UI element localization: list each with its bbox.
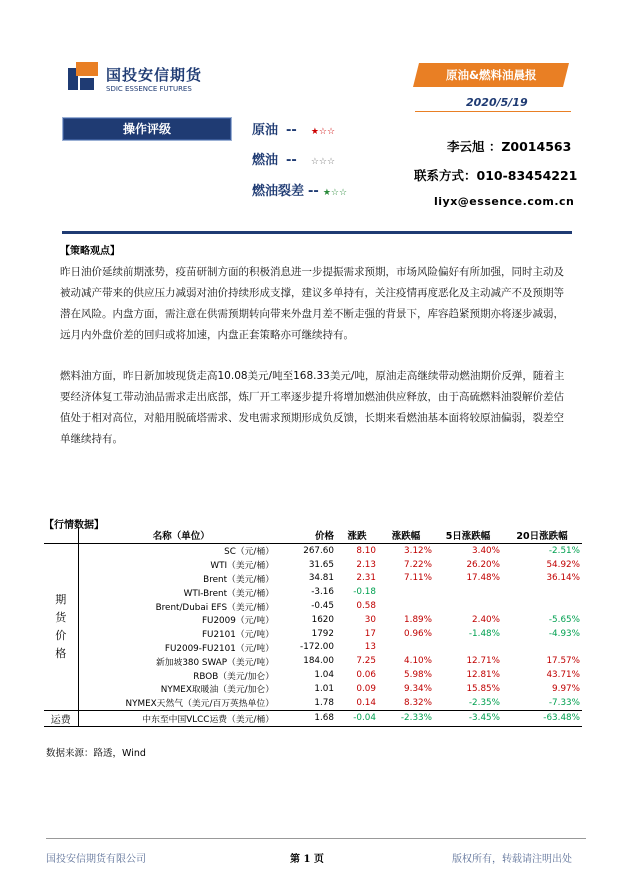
col-pct: 涨跌幅 [378,527,434,544]
cell-5d: 15.85% [466,683,500,694]
cell-20d: 36.14% [546,573,580,584]
cell-change: 0.14 [356,697,376,708]
cell-20d: -5.65% [548,614,580,625]
cell-name: WTI-Brent（美元/桶） [183,588,274,599]
company-name-en: SDIC ESSENCE FUTURES [106,85,192,93]
cell-5d: -2.35% [468,697,500,708]
company-logo-icon [68,62,98,92]
cell-20d [502,599,582,613]
cell-name: Brent/Dubai EFS（美元/桶） [155,602,274,613]
cell-20d: -4.93% [548,628,580,639]
cell-change: -0.04 [336,710,378,726]
cell-pct: 1.89% [404,614,432,625]
company-name-cn: 国投安信期货 [106,66,203,84]
cell-price: 1.04 [314,670,334,681]
cell-name: 中东至中国VLCC运费（美元/桶） [78,710,284,726]
group-label-futures [44,544,78,711]
cell-20d: 43.71% [546,670,580,681]
cell-name: RBOB（美元/加仑） [193,671,274,682]
cell-20d: 9.97% [552,683,580,694]
cell-change: -0.18 [353,587,376,598]
cell-price: 1.68 [284,710,336,726]
cell-name: FU2101（元/吨） [201,630,274,641]
rating-stars-icon: ★☆☆ [322,188,348,198]
table-row [44,654,582,668]
group-label-char: 格 [55,646,67,660]
cell-price: 1792 [311,628,334,639]
cell-name: WTI（美元/桶） [210,561,274,572]
cell-20d [502,585,582,599]
cell-change: 13 [364,642,376,653]
cell-price: 31.65 [308,559,334,570]
cell-pct [378,599,434,613]
table-row [44,641,582,655]
cell-change: 2.13 [356,559,376,570]
table-row [44,613,582,627]
group-label-char: 期 [55,592,67,606]
cell-price: 267.60 [303,545,334,556]
cell-change: 7.25 [356,656,376,667]
col-20d: 20日涨跌幅 [502,527,582,544]
footer-divider [46,838,586,839]
cell-pct [378,641,434,655]
cell-pct: 3.12% [404,545,432,556]
cell-20d: 17.57% [546,656,580,667]
rating-fuel: 燃油 -- ☆☆☆ [252,153,336,168]
table-row [44,696,582,710]
col-name: 名称（单位） [78,527,284,544]
table-row [44,558,582,572]
cell-pct: 4.10% [404,656,432,667]
cell-pct: 0.96% [404,628,432,639]
cell-name: SC（元/桶） [224,547,274,558]
cell-price: 34.81 [308,573,334,584]
table-row [44,599,582,613]
cell-name: Brent（美元/桶） [203,574,274,585]
author-name: 李云旭 ：Z0014563 [447,139,572,154]
cell-price: 1.01 [314,683,334,694]
cell-name: NYMEX天然气（美元/百万英热单位） [125,699,274,710]
cell-name: FU2009-FU2101（元/吨） [164,643,274,654]
col-change: 涨跌 [336,527,378,544]
strategy-paragraph-fuel: 燃料油方面，昨日新加坡现货走高10.08美元/吨至168.33美元/吨，原油走高继续带动燃油期价反弹，随着主要经济体复工带动油品需求走出底部，炼厂开工率逐步提升将增加燃油供应释放，由于高硫燃料油裂解价差估值处于相对高位，对船用脱硫塔需求、发电需求预期形成负反馈，长期来看燃油基本面将较原油偏弱，裂差空单继续持有。 [60,370,565,445]
cell-pct: 7.22% [404,559,432,570]
cell-20d [502,641,582,655]
group-label-freight: 运费 [44,710,78,726]
author-email[interactable]: liyx@essence.com.cn [434,195,575,208]
cell-pct [378,585,434,599]
group-label-char: 价 [55,628,67,642]
cell-20d: -63.48% [502,710,582,726]
data-source: 数据来源：路透，Wind [46,748,146,759]
table-row [44,627,582,641]
page-number: 第 1 页 [290,854,324,865]
group-label-char: 货 [55,610,67,624]
rating-fuel-crack: 燃油裂差 -- ★☆☆ [252,184,348,199]
date-underline [415,111,571,112]
cell-price: 184.00 [303,656,334,667]
rating-stars-icon: ☆☆☆ [310,157,336,167]
cell-change: 8.10 [356,545,376,556]
table-header-row [44,527,582,544]
rating-stars-icon: ★☆☆ [310,127,336,137]
cell-pct: 5.98% [404,670,432,681]
cell-price: -0.45 [311,601,334,612]
report-type-banner: 原油&燃料油晨报 [413,63,569,87]
table-row [44,544,582,558]
strategy-title: 【策略观点】 [60,246,120,257]
cell-pct: -2.33% [378,710,434,726]
cell-name: FU2009（元/吨） [201,616,274,627]
cell-5d: 12.71% [466,656,500,667]
cell-5d: 2.40% [472,614,500,625]
table-row [44,572,582,586]
cell-5d: 3.40% [472,545,500,556]
cell-price: 1.78 [314,697,334,708]
table-row [44,668,582,682]
cell-name: 新加坡380 SWAP（美元/吨） [155,657,274,668]
cell-change: 2.31 [356,573,376,584]
col-5d: 5日涨跌幅 [434,527,502,544]
cell-20d: -7.33% [548,697,580,708]
market-data-table [44,527,582,727]
cell-pct: 8.32% [404,697,432,708]
cell-20d: 54.92% [546,559,580,570]
report-date: 2020/5/19 [466,96,528,109]
cell-change: 17 [364,628,376,639]
cell-5d [434,641,502,655]
header-divider [62,231,572,234]
cell-20d: -2.51% [548,545,580,556]
cell-price: -3.16 [311,587,334,598]
cell-5d [434,585,502,599]
cell-5d: -3.45% [434,710,502,726]
table-row [44,585,582,599]
cell-pct: 7.11% [404,573,432,584]
cell-change: 30 [364,614,376,625]
cell-price: -172.00 [300,642,334,653]
cell-change: 0.58 [356,601,376,612]
strategy-paragraph-crude: 昨日油价延续前期涨势，疫苗研制方面的积极消息进一步提振需求预期，市场风险偏好有所加强，同时主动及被动减产带来的供应压力减弱对油价持续形成支撑，建议多单持有，关注疫情再度恶化及主动减产不及预期等潜在风险。内盘方面，需注意在供需预期转向带来外盘月差不断走强的背景下，库容趋紧预期亦将逐步减弱，远月内外盘价差的回归或将加速，内盘正套策略亦可继续持有。 [60,266,564,341]
rating-box: 操作评级 [62,117,232,141]
cell-5d: 17.48% [466,573,500,584]
market-data-title: 【行情数据】 [44,520,104,531]
col-price: 价格 [284,527,336,544]
cell-name: NYMEX取暖油（美元/加仑） [160,685,274,696]
cell-5d: 26.20% [466,559,500,570]
author-contact: 联系方式：010-83454221 [414,168,578,183]
cell-5d [434,599,502,613]
cell-price: 1620 [311,614,334,625]
table-row [44,682,582,696]
cell-change: 0.06 [356,670,376,681]
cell-change: 0.09 [356,683,376,694]
cell-5d: -1.48% [468,628,500,639]
cell-pct: 9.34% [404,683,432,694]
table-row [44,710,582,726]
footer-copyright: 版权所有，转载请注明出处 [452,854,572,865]
cell-5d: 12.81% [466,670,500,681]
rating-crude: 原油 -- ★☆☆ [252,123,336,138]
footer-company: 国投安信期货有限公司 [46,854,146,865]
